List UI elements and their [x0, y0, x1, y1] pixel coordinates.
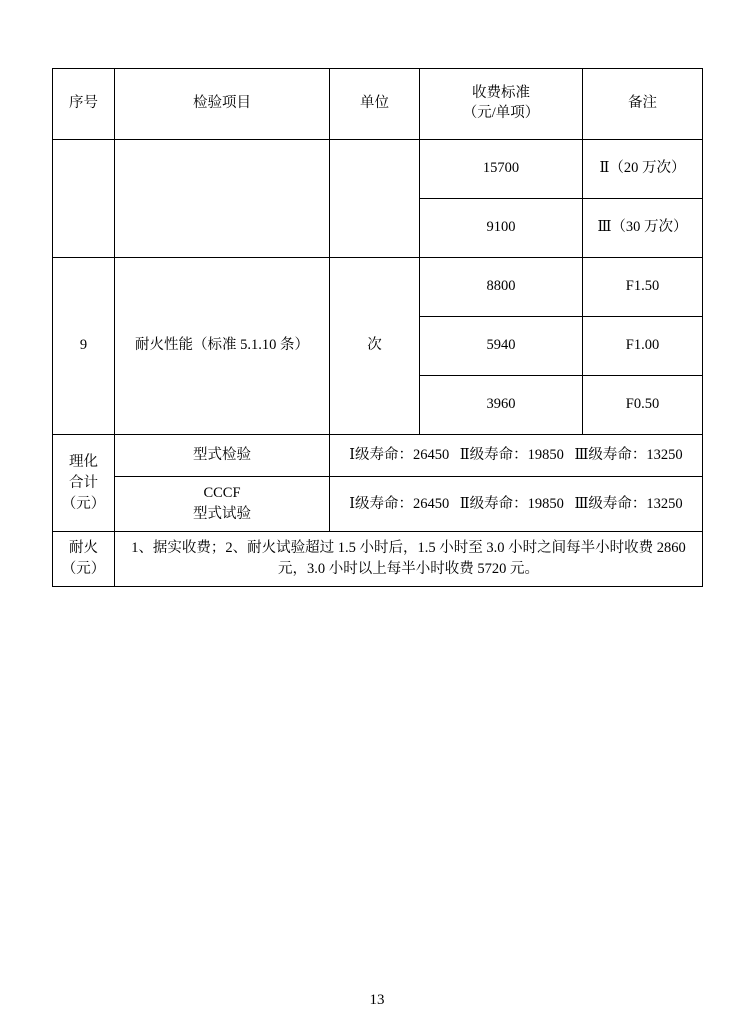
- cell-fee: 8800: [420, 258, 583, 317]
- cell-fee: 5940: [420, 317, 583, 376]
- cell-unit: 次: [330, 258, 420, 435]
- fire-note-label-line1: 耐火: [69, 540, 98, 557]
- cell-fee: 3960: [420, 376, 583, 435]
- fire-note-label: [53, 532, 115, 587]
- summary-row: [53, 435, 703, 477]
- summary-type: [115, 435, 330, 477]
- header-cell-item: 检验项目: [115, 69, 330, 140]
- summary-label-line3: （元）: [61, 495, 106, 512]
- fee-table: [52, 68, 703, 587]
- summary-type-line1: 型式检验: [193, 447, 251, 463]
- cell-unit-blank: [330, 140, 420, 258]
- summary-grade-2: Ⅱ级寿命：19850: [459, 447, 564, 463]
- summary-grade-1: Ⅰ级寿命：26450: [349, 495, 450, 512]
- cell-fee: 9100: [420, 199, 583, 258]
- fire-note-row: [53, 532, 703, 587]
- table-row: [53, 258, 703, 317]
- summary-label-line2: 合计: [69, 474, 98, 491]
- header-cell-fee: [420, 69, 583, 140]
- cell-note: F1.50: [583, 258, 703, 317]
- cell-note: Ⅲ（30 万次）: [583, 199, 703, 258]
- summary-type: [115, 477, 330, 532]
- summary-type-line1: CCCF: [203, 485, 241, 502]
- header-cell-note: 备注: [583, 69, 703, 140]
- cell-note: Ⅱ（20 万次）: [583, 140, 703, 199]
- header-fee-line1: 收费标准: [472, 85, 530, 102]
- fire-note-text: 1、据实收费；2、耐火试验超过 1.5 小时后，1.5 小时至 3.0 小时之间每半小时收费 2860 元，3.0 小时以上每半小时收费 5720 元。: [115, 532, 703, 587]
- cell-no-blank: [53, 140, 115, 258]
- summary-label: [53, 435, 115, 532]
- cell-no: 9: [53, 258, 115, 435]
- fire-note-label-line2: （元）: [61, 561, 106, 578]
- summary-row: [53, 477, 703, 532]
- summary-life-cell: [330, 477, 703, 532]
- summary-type-line2: 型式试验: [193, 506, 251, 523]
- header-fee-line2: （元/单项）: [462, 105, 540, 121]
- cell-fee: 15700: [420, 140, 583, 199]
- fee-table-container: [52, 68, 702, 587]
- cell-item-blank: [115, 140, 330, 258]
- table-header-row: [53, 69, 703, 140]
- header-cell-unit: 单位: [330, 69, 420, 140]
- cell-note: F1.00: [583, 317, 703, 376]
- summary-life-cell: [330, 435, 703, 477]
- cell-item: 耐火性能（标准 5.1.10 条）: [115, 258, 330, 435]
- table-row: [53, 140, 703, 199]
- summary-label-line1: 理化: [69, 453, 98, 470]
- summary-grade-3: Ⅲ级寿命：13250: [574, 495, 683, 512]
- summary-grade-3: Ⅲ级寿命：13250: [574, 447, 683, 463]
- header-cell-no: 序号: [53, 69, 115, 140]
- page-number: 13: [369, 992, 385, 1008]
- cell-note: F0.50: [583, 376, 703, 435]
- summary-grade-1: Ⅰ级寿命：26450: [349, 447, 450, 463]
- summary-grade-2: Ⅱ级寿命：19850: [459, 495, 564, 512]
